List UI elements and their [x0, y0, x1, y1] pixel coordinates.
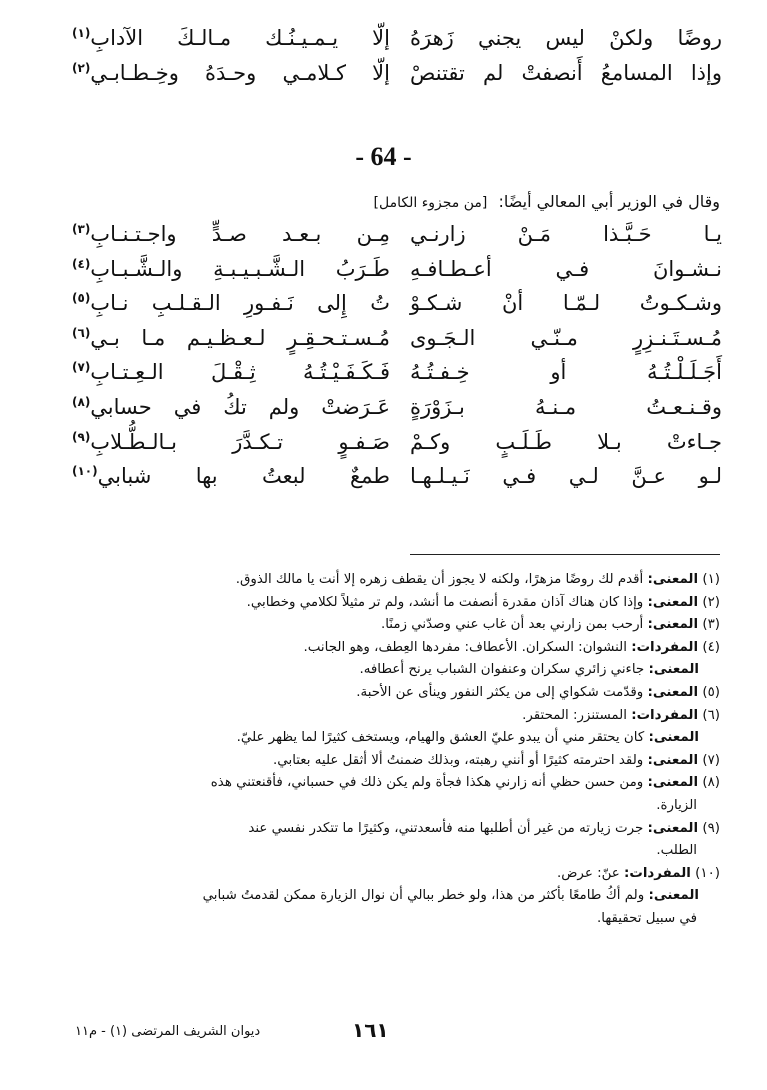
second-hemistich [72, 326, 390, 350]
footnote-text: المستنزر: المحتقر. [522, 707, 627, 723]
footnote-number: (٦) [702, 707, 720, 723]
footnote-line [78, 614, 720, 636]
verse-line [72, 395, 722, 429]
verse-line [72, 257, 722, 291]
footnote-line [78, 772, 720, 794]
footnote-number: (٨) [702, 775, 720, 791]
first-hemistich: وشـكـوتُ لـمّـا أنْ شـكـوْ [410, 291, 722, 316]
verse-line [72, 26, 722, 60]
footnote-number: (٢) [702, 594, 720, 610]
footnote-text: أرحب بمن زارني بعد أن غاب عني وصدّني زمنًا. [380, 617, 644, 633]
footnote-number: (٣) [702, 617, 720, 633]
first-hemistich: يـا حَـبَّـذا مَـنْ زارنـي [410, 222, 722, 246]
poem-intro [374, 192, 720, 211]
footnote-label: المعنى: [647, 775, 699, 791]
footnote-text: ومن حسن حظي أنه زارني هكذا فجأة ولم يكن ذلك في حسباني، فأقنعتني هذه [210, 775, 644, 791]
footnote-line [78, 908, 697, 930]
second-hemistich-text: إلّا كـلامـي وحـدَهُ وخِـطـابـي [90, 61, 390, 85]
book-title-footer: ديوان الشريف المرتضى (١) - م١١ [75, 1024, 261, 1039]
first-hemistich: أَجَـلَـلْـتُـهُ أو خِـفـتُـهُ [410, 360, 722, 385]
second-hemistich [72, 360, 390, 384]
page-number: ١٦١ [352, 1018, 389, 1042]
footnote-number: (٥) [702, 685, 720, 700]
footnote-text: الطلب. [656, 843, 697, 859]
footnote-text: النشوان: السكران. الأعطاف: مفردها العِطف، وهو الجانب. [303, 639, 627, 655]
second-hemistich-text: عَـرَضتْ ولم تكُ في حسابي [90, 395, 390, 419]
footnote-text: جرت زيارته من غير أن أطلبها منه فأسعدتني، وكثيرًا ما تتكدر نفسي عند [248, 820, 644, 836]
footnote-label: المفردات: [624, 865, 691, 881]
footnote-line [78, 885, 699, 907]
verse-line [72, 326, 722, 360]
footnote-label: المعنى: [647, 617, 699, 633]
footnote-line [78, 750, 720, 772]
footnote-ref: (٤) [72, 256, 91, 271]
footnote-separator [410, 554, 720, 555]
footnote-number: (٤) [702, 639, 720, 655]
footnote-line [78, 840, 697, 862]
second-hemistich-text: مِـن بـعـد صـدٍّ واجـتـنـابِ [90, 222, 390, 246]
verse-line [72, 360, 722, 394]
intro-text: وقال في الوزير أبي المعالي أيضًا: [498, 192, 720, 211]
footnote-text: ولقد احترمته كثيرًا أو أنني رهبته، وبذلك ضمنتُ ألا أثقل عليه بعتابي. [273, 752, 644, 768]
footnote-ref: (٦) [72, 325, 91, 340]
verse-line [72, 464, 722, 498]
second-hemistich [72, 26, 390, 50]
footnote-number: (١٠) [695, 865, 720, 881]
footnote-line [78, 659, 699, 681]
footnote-line [78, 705, 720, 727]
footnote-label: المعنى: [647, 752, 699, 768]
second-hemistich [72, 291, 390, 315]
first-hemistich: مُـسـتَـنـزِرٍ مـنّـي الـجَـوى [410, 325, 722, 350]
footnote-text: ولم أكُ طامعًا بأكثر من هذا، ولو خطر ببالي أن نوال الزيارة ممكن لقدمتُ شبابي [202, 888, 645, 904]
verse-line [72, 430, 722, 464]
second-hemistich-text: طَـرَبُ الـشَّـبـيـبـةِ والـشَّـبـابِ [90, 256, 390, 281]
second-hemistich-text: تُ إِلى نَـفـورِ الـقـلـبِ نـابِ [90, 291, 390, 316]
footnote-text: الزيارة. [656, 798, 697, 813]
footnote-ref: (٧) [72, 360, 91, 375]
footnote-ref: (٥) [72, 291, 91, 306]
second-hemistich-text: فَـكَـفَـيْـتُـهُ ثِـقْـلَ الـعِـتـابِ [90, 360, 390, 385]
footnote-ref: (٢) [72, 61, 91, 75]
footnote-text: وإذا كان هناك آذان مقدرة أنصفت ما أنشد، ولم تر مثيلاً لكلامي وخطابي. [246, 594, 644, 610]
second-hemistich-text: إلّا يـمـيـنُـك مـالـكَ الآدابِ [90, 26, 390, 50]
footnote-label: المعنى: [647, 594, 699, 610]
footnote-line [78, 795, 697, 817]
verse-line [72, 291, 722, 325]
footnote-line [78, 682, 720, 704]
second-hemistich [72, 61, 390, 85]
footnote-line [78, 592, 720, 614]
footnote-number: (٩) [702, 820, 720, 836]
footnote-text: أقدم لك روضًا مزهرًا، ولكنه لا يجوز أن يقطف زهره إلا أنت يا مالك الذوق. [235, 572, 644, 587]
footnote-text: كان يحتقر مني أن يبدو عليّ العشق والهيام، ويستخف كثيرًا لما يظهر عليّ. [236, 730, 645, 746]
footnote-label: المعنى: [648, 888, 699, 904]
footnote-line [78, 863, 720, 885]
second-hemistich [72, 257, 390, 281]
footnote-label: المعنى: [648, 662, 699, 678]
first-hemistich: وإذا المسامعُ أَنصفتْ لم تقتنصْ [410, 61, 722, 85]
footnote-ref: (١) [72, 26, 91, 40]
second-hemistich [72, 222, 390, 246]
footnote-label: المعنى: [648, 730, 699, 746]
footnote-line [78, 727, 699, 749]
footnote-number: (١) [702, 572, 720, 587]
second-hemistich [72, 430, 390, 454]
intro-meter: [من مجزوء الكامل] [373, 195, 488, 211]
footnote-line [78, 569, 720, 591]
verse-line [72, 222, 722, 256]
footnote-label: المعنى: [647, 572, 699, 587]
footnote-label: المعنى: [647, 820, 699, 836]
second-hemistich [72, 464, 390, 488]
footnote-ref: (٨) [72, 395, 91, 409]
first-hemistich: نـشـوانَ فـي أعـطـافـهِ [410, 256, 722, 281]
footnote-text: جاءني زائري سكران وعنفوان الشباب يرنح أعطافه. [359, 662, 645, 678]
first-hemistich: روضًا ولكنْ ليس يجني زَهرَهُ [410, 26, 722, 50]
footnote-label: المفردات: [631, 707, 699, 723]
footnote-line [78, 637, 720, 659]
first-hemistich: وقـنـعـتُ مـنـهُ بـزَوْرَةٍ [410, 395, 722, 419]
second-hemistich [72, 395, 390, 419]
verse-line [72, 61, 722, 95]
second-hemistich-text: صَـفـوٍ تـكـدَّرَ بـالـطُّـلابِ [90, 429, 390, 454]
footnote-label: المفردات: [631, 639, 699, 655]
footnote-number: (٧) [702, 752, 720, 768]
poem-number: - 64 - [355, 142, 412, 171]
footnote-text: عنّ: عرض. [556, 865, 620, 881]
footnote-ref: (١٠) [72, 464, 98, 479]
footnote-label: المعنى: [647, 685, 699, 700]
first-hemistich: جـاءتْ بـلا طَـلَـبٍ وكـمْ [410, 429, 722, 454]
second-hemistich-text: طمعٌ لبعتُ بها شبابي [97, 464, 390, 489]
first-hemistich: لـو عـنَّ لـي فـي نَـيـلـهـا [410, 464, 722, 489]
second-hemistich-text: مُـسـتـحـقِـرٍ لـعـظـيـم مـا بـي [90, 325, 390, 350]
footnote-text: وقدّمت شكواي إلى من يكثر النفور وينأى عن الأحبة. [356, 685, 644, 700]
footnote-ref: (٩) [72, 429, 91, 444]
footnote-text: في سبيل تحقيقها. [597, 911, 697, 926]
footnote-ref: (٣) [72, 222, 91, 236]
footnote-line [78, 818, 720, 840]
